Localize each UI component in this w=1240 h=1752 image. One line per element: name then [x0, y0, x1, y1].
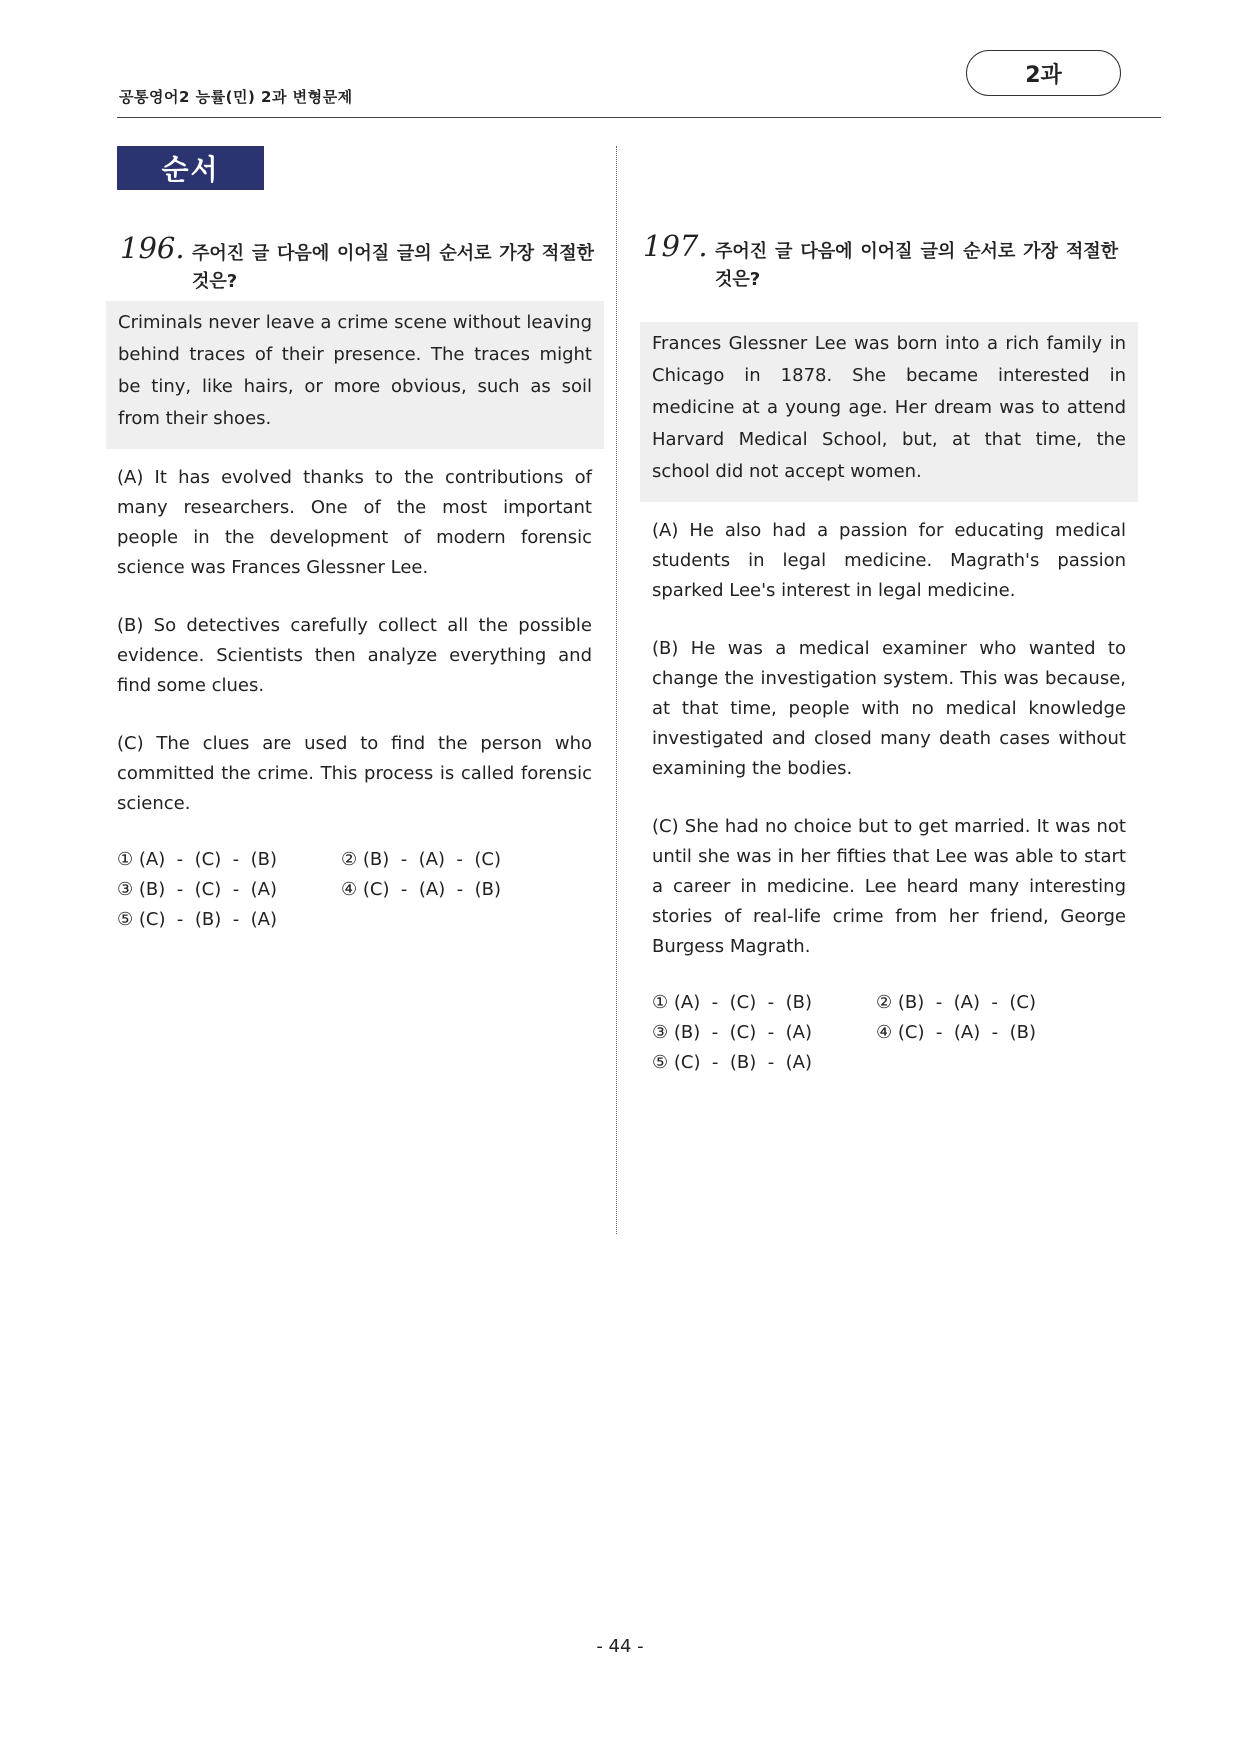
given-passage: Frances Glessner Lee was born into a rich family in Chicago in 1878. She became interested in medicine at a young age. Her dream was to attend Harvard Medical School, but, at that time, the school did not accept women. [640, 322, 1138, 502]
paragraph-a: (A) It has evolved thanks to the contributions of many researchers. One of the most important people in the development of modern forensic science was Frances Glessner Lee. [117, 467, 592, 578]
answer-choices [105, 845, 604, 935]
paragraph-c: (C) She had no choice but to get married. It was not until she was in her fifties that Lee was able to start a career in medicine. Lee heard many interesting stories of real-life crime from her friend, George Burgess Magrath. [652, 816, 1126, 957]
question-197 [640, 229, 1126, 1078]
lesson-badge: 2과 [966, 50, 1121, 96]
choice-1[interactable]: ① (A) - (C) - (B) [117, 849, 277, 870]
document-header-title: 공통영어2 능률(민) 2과 변형문제 [119, 88, 353, 106]
choice-4[interactable]: ④ (C) - (A) - (B) [341, 879, 501, 900]
question-number: 196. [120, 231, 185, 265]
choice-5[interactable]: ⑤ (C) - (B) - (A) [117, 909, 277, 930]
paragraph-c: (C) The clues are used to find the person who committed the crime. This process is called forensic science. [117, 733, 592, 814]
question-196 [117, 231, 604, 935]
choice-2[interactable]: ② (B) - (A) - (C) [341, 849, 501, 870]
answer-choices [640, 988, 1138, 1078]
given-passage: Criminals never leave a crime scene without leaving behind traces of their presence. The traces might be tiny, like hairs, or more obvious, such as soil from their shoes. [106, 301, 604, 449]
paragraph-b: (B) So detectives carefully collect all the possible evidence. Scientists then analyze everything and find some clues. [117, 615, 592, 696]
paragraph-a: (A) He also had a passion for educating medical students in legal medicine. Magrath's passion sparked Lee's interest in legal medicine. [652, 520, 1126, 601]
section-label: 순서 [117, 146, 264, 190]
question-prompt: 주어진 글 다음에 이어질 글의 순서로 가장 적절한 것은? [715, 241, 1118, 290]
question-prompt: 주어진 글 다음에 이어질 글의 순서로 가장 적절한 것은? [192, 243, 594, 292]
choice-3[interactable]: ③ (B) - (C) - (A) [117, 879, 277, 900]
choice-1[interactable]: ① (A) - (C) - (B) [652, 992, 812, 1013]
choice-5[interactable]: ⑤ (C) - (B) - (A) [652, 1052, 812, 1073]
header-divider [117, 117, 1161, 118]
question-number: 197. [643, 229, 708, 263]
column-divider [616, 146, 617, 1234]
page-number: - 44 - [596, 1636, 644, 1657]
choice-2[interactable]: ② (B) - (A) - (C) [876, 992, 1036, 1013]
choice-3[interactable]: ③ (B) - (C) - (A) [652, 1022, 812, 1043]
paragraph-b: (B) He was a medical examiner who wanted to change the investigation system. This was because, at that time, people with no medical knowledge investigated and closed many death cases without examining the bodies. [652, 638, 1126, 779]
choice-4[interactable]: ④ (C) - (A) - (B) [876, 1022, 1036, 1043]
